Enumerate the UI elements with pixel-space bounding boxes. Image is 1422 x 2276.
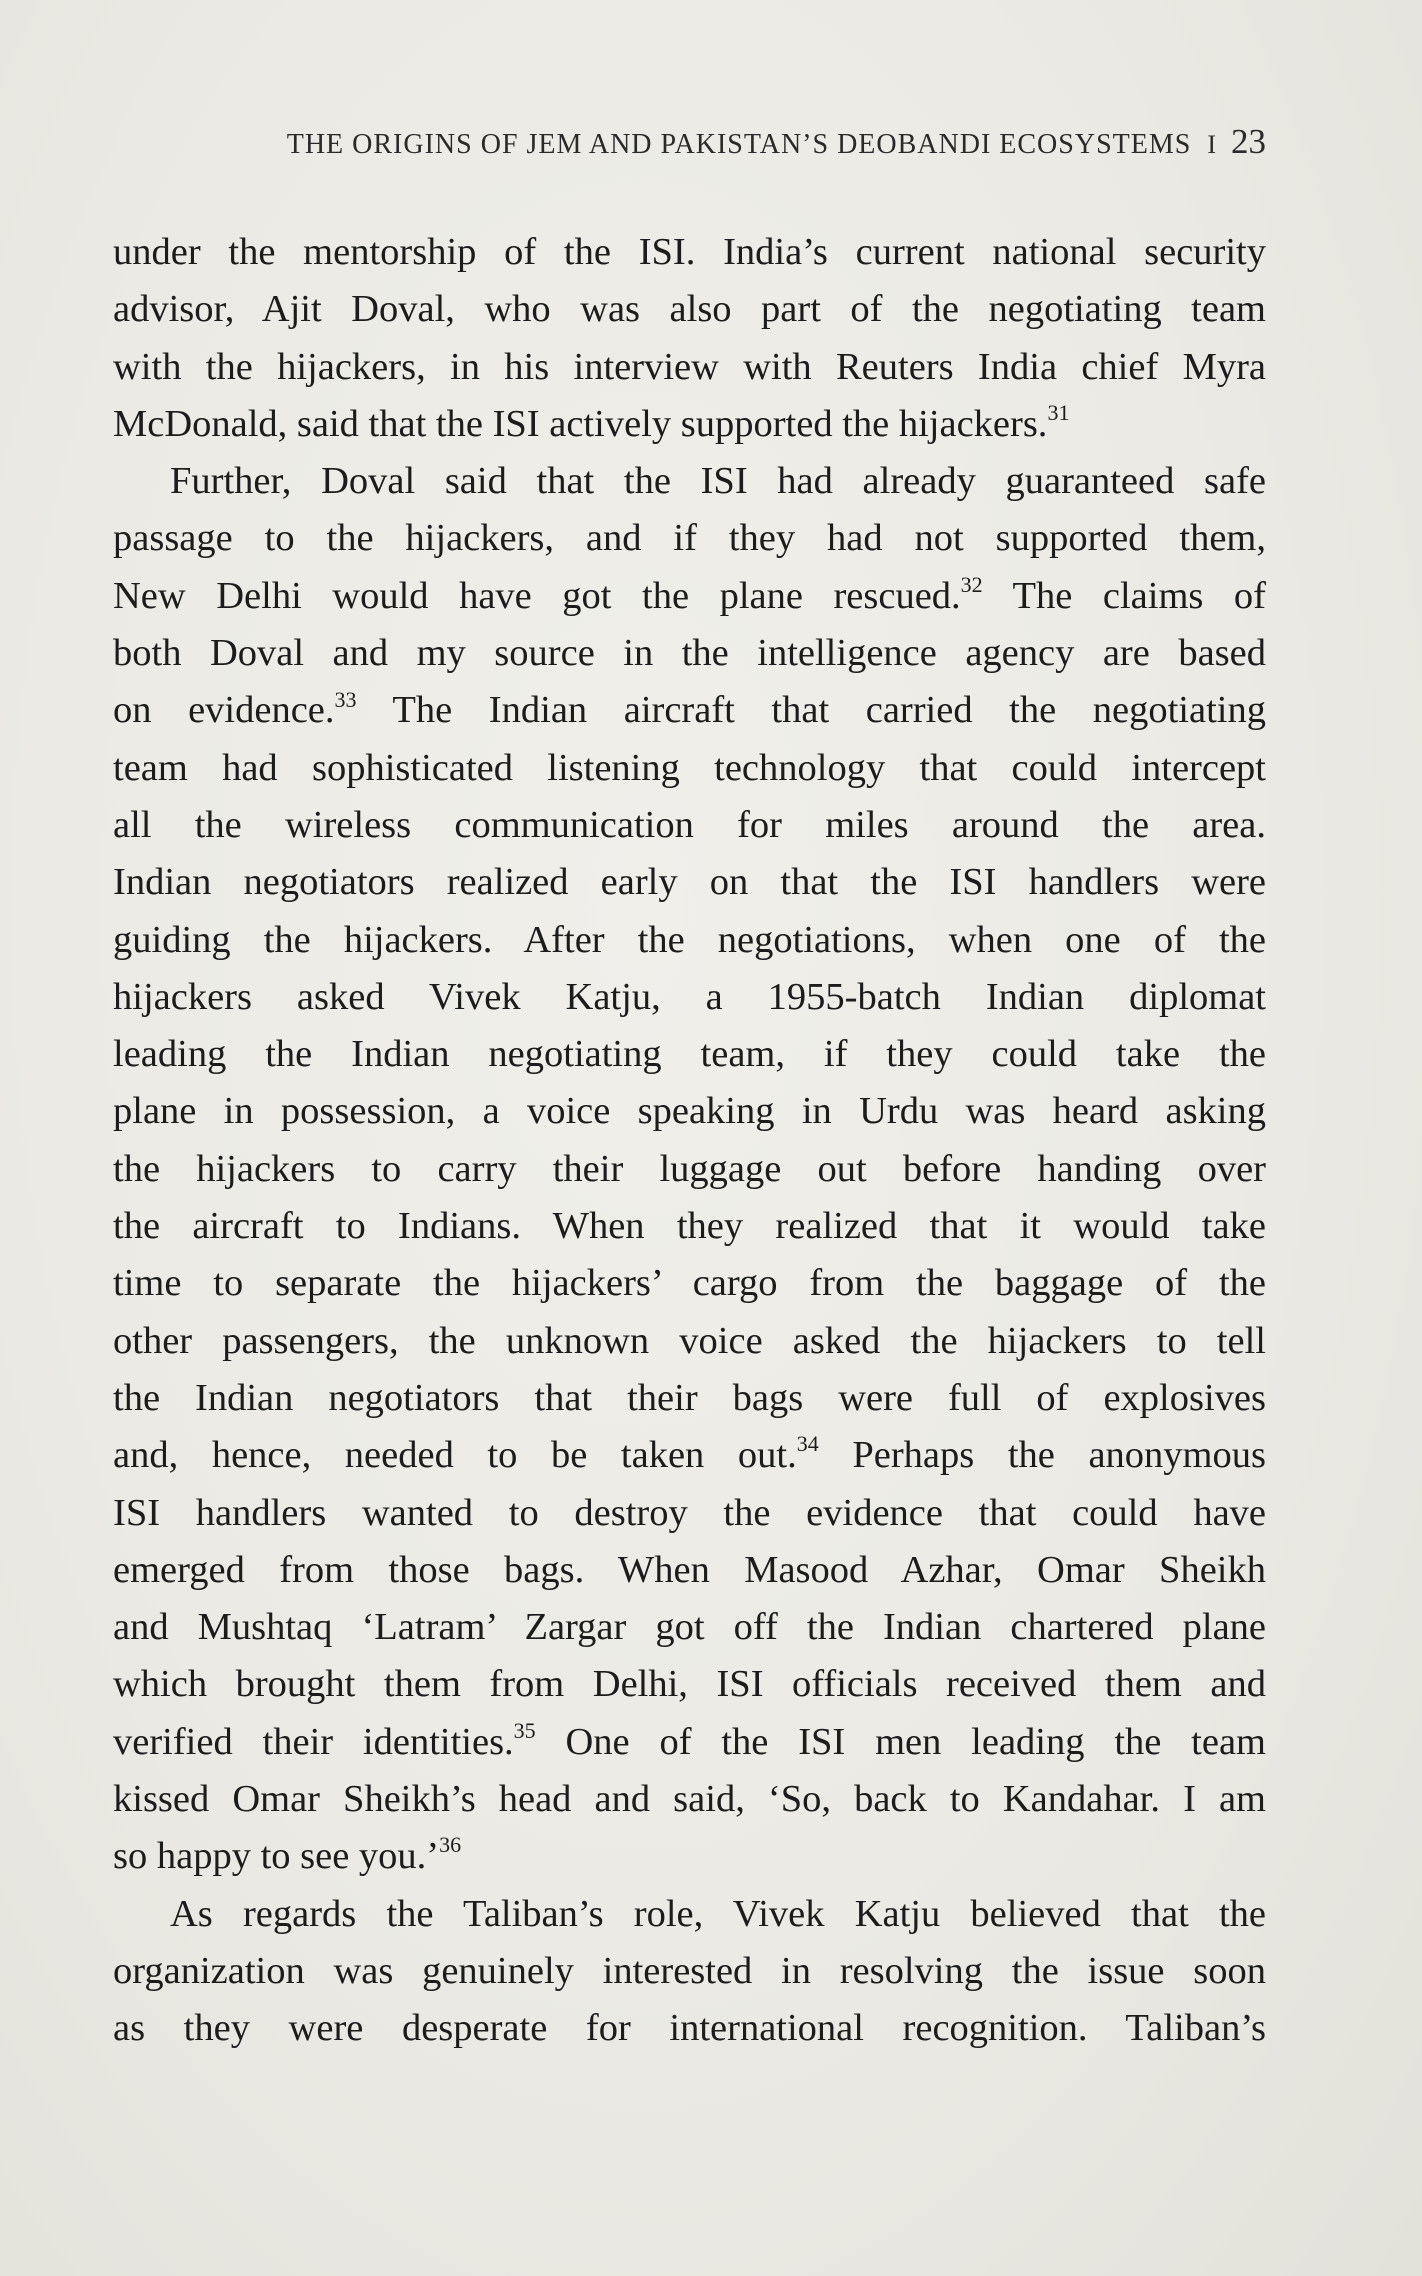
- text-line: [113, 1370, 1266, 1427]
- text-run: and Mushtaq ‘Latram’ Zargar got off the Indian chartered plane: [113, 1606, 1266, 1649]
- text-line: [113, 2000, 1266, 2057]
- text-line: [113, 1083, 1266, 1140]
- text-run: time to separate the hijackers’ cargo from the baggage of the: [113, 1262, 1266, 1305]
- text-line: [113, 1656, 1266, 1713]
- text-run: guiding the hijackers. After the negotiations, when one of the: [113, 918, 1266, 961]
- running-head-title: THE ORIGINS OF JEM AND PAKISTAN’S DEOBANDI ECOSYSTEMS: [286, 129, 1192, 160]
- text-line: [113, 396, 1266, 453]
- text-run: Indian negotiators realized early on that the ISI handlers were: [113, 861, 1266, 904]
- text-line: [113, 281, 1266, 338]
- text-run: Perhaps the anonymous: [818, 1434, 1266, 1477]
- text-run: so happy to see you.’: [113, 1835, 440, 1878]
- text-run: passage to the hijackers, and if they had not supported them,: [113, 517, 1266, 560]
- footnote-marker: 33: [334, 686, 357, 712]
- text-run: The claims of: [982, 574, 1266, 617]
- running-head-separator: I: [1207, 130, 1217, 159]
- text-run: advisor, Ajit Doval, who was also part of the negotiating team: [113, 288, 1266, 331]
- text-run: leading the Indian negotiating team, if they could take the: [113, 1033, 1266, 1076]
- text-run: with the hijackers, in his interview with Reuters India chief Myra: [113, 345, 1266, 388]
- text-run: hijackers asked Vivek Katju, a 1955-batch Indian diplomat: [113, 975, 1266, 1018]
- text-run: all the wireless communication for miles around the area.: [113, 803, 1266, 846]
- footnote-marker: 36: [439, 1832, 462, 1858]
- text-line: [113, 1026, 1266, 1083]
- text-line: [113, 1886, 1266, 1943]
- text-run: the aircraft to Indians. When they realized that it would take: [113, 1205, 1266, 1248]
- text-line: [113, 1542, 1266, 1599]
- text-line: [113, 740, 1266, 797]
- text-run: the Indian negotiators that their bags were full of explosives: [113, 1376, 1266, 1419]
- text-line: [113, 1255, 1266, 1312]
- text-line: [113, 453, 1266, 510]
- text-run: verified their identities.: [113, 1720, 514, 1763]
- text-run: ISI handlers wanted to destroy the evidence that could have: [113, 1491, 1266, 1534]
- text-run: under the mentorship of the ISI. India’s current national security: [113, 231, 1266, 273]
- text-line: [113, 1714, 1266, 1771]
- footnote-marker: 35: [513, 1717, 536, 1743]
- text-line: [113, 682, 1266, 739]
- text-line: [113, 1485, 1266, 1542]
- text-run: New Delhi would have got the plane rescued.: [113, 574, 961, 617]
- footnote-marker: 34: [796, 1431, 819, 1457]
- text-line: [113, 224, 1266, 281]
- text-line: [113, 1828, 1266, 1885]
- text-run: other passengers, the unknown voice asked the hijackers to tell: [113, 1319, 1266, 1362]
- text-line: [113, 797, 1266, 854]
- running-head: [152, 122, 1266, 168]
- text-line: [113, 1943, 1266, 2000]
- footnote-marker: 32: [960, 571, 983, 597]
- text-run: Further, Doval said that the ISI had already guaranteed safe: [170, 460, 1266, 503]
- text-line: [113, 625, 1266, 682]
- text-run: The Indian aircraft that carried the negotiating: [356, 689, 1266, 732]
- text-run: organization was genuinely interested in resolving the issue soon: [113, 1949, 1266, 1992]
- text-line: [113, 912, 1266, 969]
- page-number: 23: [1231, 122, 1266, 161]
- text-line: [113, 1771, 1266, 1828]
- text-line: [113, 969, 1266, 1026]
- text-run: as they were desperate for international recognition. Taliban’s: [113, 2007, 1266, 2050]
- text-line: [113, 568, 1266, 625]
- text-run: McDonald, said that the ISI actively supported the hijackers.: [113, 402, 1048, 445]
- text-run: the hijackers to carry their luggage out before handing over: [113, 1147, 1266, 1190]
- text-run: emerged from those bags. When Masood Azhar, Omar Sheikh: [113, 1548, 1266, 1591]
- text-run: As regards the Taliban’s role, Vivek Katju believed that the: [170, 1892, 1266, 1935]
- text-run: and, hence, needed to be taken out.: [113, 1434, 797, 1477]
- text-run: kissed Omar Sheikh’s head and said, ‘So, back to Kandahar. I am: [113, 1778, 1266, 1821]
- text-run: on evidence.: [113, 689, 335, 732]
- text-line: [113, 854, 1266, 911]
- text-line: [113, 1198, 1266, 1255]
- text-line: [113, 510, 1266, 567]
- footnote-marker: 31: [1047, 400, 1070, 426]
- text-line: [113, 1141, 1266, 1198]
- text-run: which brought them from Delhi, ISI officials received them and: [113, 1663, 1266, 1706]
- text-line: [113, 1427, 1266, 1484]
- text-line: [113, 1599, 1266, 1656]
- body-text: [113, 224, 1266, 2058]
- text-run: One of the ISI men leading the team: [535, 1720, 1266, 1763]
- text-line: [113, 1313, 1266, 1370]
- text-run: plane in possession, a voice speaking in Urdu was heard asking: [113, 1090, 1266, 1133]
- text-run: team had sophisticated listening technology that could intercept: [113, 746, 1266, 789]
- text-line: [113, 339, 1266, 396]
- text-run: both Doval and my source in the intelligence agency are based: [113, 632, 1266, 675]
